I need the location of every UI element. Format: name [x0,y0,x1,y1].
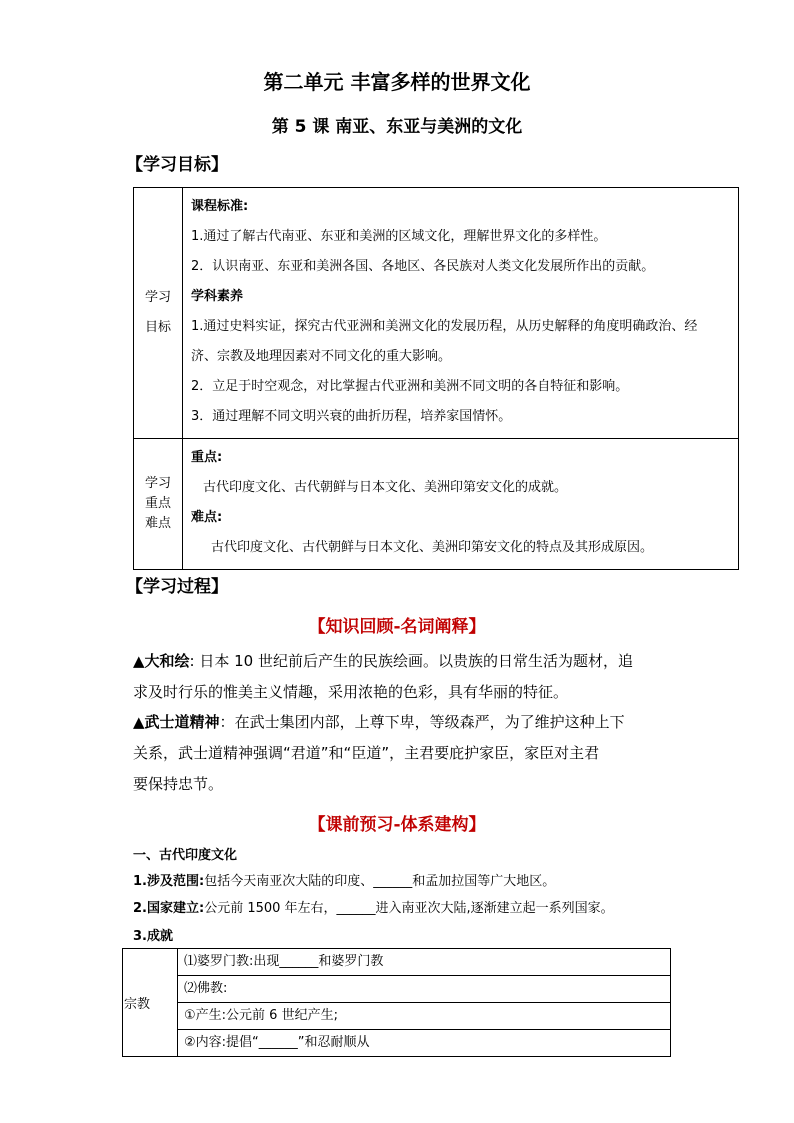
item-text: 公元前 1500 年左右，______进入南亚次大陆,逐渐建立起一系列国家。 [204,901,614,916]
term-text: 在武士集团内部，上尊下卑，等级森严，为了维护这种上下 [234,713,625,731]
lesson-title: 第 5 课 南亚、东亚与美洲的文化 [271,117,523,137]
process-heading: 【学习过程】 [126,577,228,597]
key-points-content [183,439,739,570]
religion-item: ⑴婆罗门教:出现______和婆罗门教 [178,949,670,976]
item-label: 2.国家建立: [133,901,205,916]
term-text: 关系，武士道精神强调“君道”和“臣道”，主君要庇护家臣，家臣对主君 [133,744,600,762]
religion-row [123,949,671,1057]
item-label: 1.涉及范围: [133,874,205,889]
term-sep: ： [219,713,235,731]
term-text: 要保持忠节。 [133,775,224,793]
key-heading: 重点: [191,450,223,465]
item-scope [133,870,555,889]
religion-label: 宗教 [123,949,178,1057]
objectives-row [134,188,739,439]
key-text: 古代印度文化、古代朝鲜与日本文化、美洲印第安文化的成就。 [203,480,568,495]
page-title: 第二单元 丰富多样的世界文化 [263,70,531,94]
label-line: 学习 [144,476,171,491]
label-line: 难点 [144,516,171,531]
term-text: 日本 10 世纪前后产生的民族绘画。以贵族的日常生活为题材，追 [199,652,634,670]
achievements-table [122,948,671,1057]
objectives-table [133,187,739,570]
difficult-heading: 难点: [191,510,223,525]
religion-item: ①产生:公元前 6 世纪产生; [178,1003,670,1030]
key-points-row [134,439,739,570]
review-heading: 【知识回顾-名词阐释】 [308,617,486,637]
religion-content [178,949,671,1057]
objectives-content [183,188,739,439]
objectives-label [134,188,183,439]
item-founding [133,897,614,916]
term-text: 求及时行乐的惟美主义情趣，采用浓艳的色彩，具有华丽的特征。 [133,683,569,701]
preview-heading: 【课前预习-体系建构】 [308,815,486,835]
term-sep: : [189,652,200,670]
part1-heading: 一、古代印度文化 [133,848,238,863]
item-achievements: 3.成就 [133,929,173,944]
curriculum-heading: 课程标准: [191,199,249,214]
term-name: ▲武士道精神 [133,713,220,731]
objectives-heading: 【学习目标】 [126,155,228,175]
term-dahe [133,646,693,708]
literacy-heading: 学科素养 [191,289,244,304]
term-bushido [133,707,693,800]
curriculum-item: 1.通过了解古代南亚、东亚和美洲的区域文化，理解世界文化的多样性。 [191,229,607,244]
curriculum-item: 2．认识南亚、东亚和美洲各国、各地区、各民族对人类文化发展所作出的贡献。 [191,259,655,274]
item-text: 包括今天南亚次大陆的印度、______和孟加拉国等广大地区。 [204,874,556,889]
literacy-item: 2．立足于时空观念，对比掌握古代亚洲和美洲不同文明的各自特征和影响。 [191,379,629,394]
label-line: 重点 [144,496,171,511]
term-name: ▲大和绘 [133,652,190,670]
religion-item: ②内容:提倡“______”和忍耐顺从 [184,1035,370,1050]
religion-item: ⑵佛教: [178,976,670,1003]
literacy-item: 1.通过史料实证，探究古代亚洲和美洲文化的发展历程，从历史解释的角度明确政治、经 [191,319,698,334]
literacy-item: 3．通过理解不同文明兴衰的曲折历程，培养家国情怀。 [191,409,512,424]
literacy-item: 济、宗教及地理因素对不同文化的重大影响。 [191,349,452,364]
label-line: 目标 [144,320,171,335]
difficult-text: 古代印度文化、古代朝鲜与日本文化、美洲印第安文化的特点及其形成原因。 [211,540,654,555]
label-line: 学习 [144,290,171,305]
key-points-label [134,439,183,570]
